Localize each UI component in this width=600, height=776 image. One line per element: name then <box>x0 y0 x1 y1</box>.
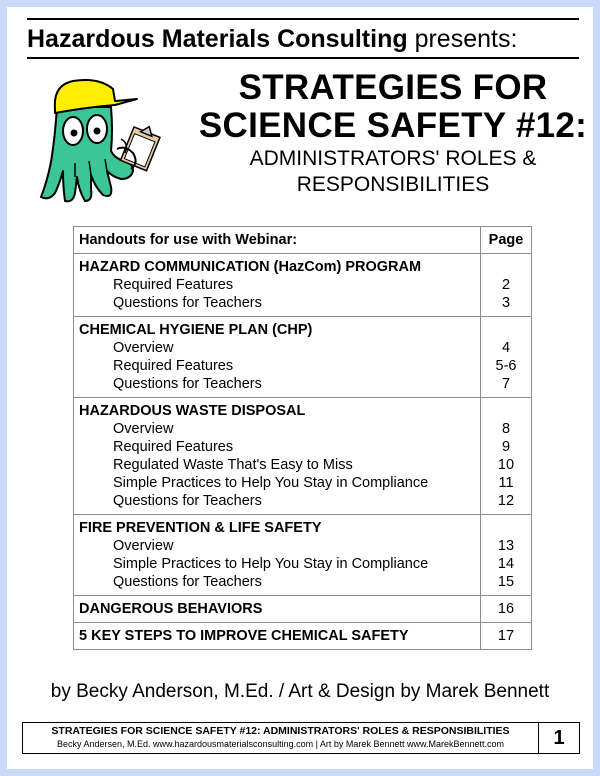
toc-item-page: 10 <box>497 457 515 473</box>
toc-section-row <box>74 398 532 515</box>
toc-section-page <box>483 321 529 339</box>
toc-section-page <box>483 519 529 537</box>
toc-section-row <box>74 515 532 596</box>
toc-item: Questions for Teachers <box>113 376 262 392</box>
presents-text: presents: <box>414 25 518 53</box>
toc-item: Regulated Waste That's Easy to Miss <box>113 457 353 473</box>
title-block <box>197 69 589 197</box>
toc-item: Required Features <box>113 439 234 455</box>
toc-page-cell <box>481 254 532 317</box>
toc-section-cell <box>74 596 481 623</box>
header-rule-bottom <box>27 57 579 59</box>
toc-section-title: FIRE PREVENTION & LIFE SAFETY <box>79 520 322 536</box>
toc-item: Required Features <box>113 358 234 374</box>
toc-item-page: 14 <box>497 556 515 572</box>
page-number: 1 <box>538 723 579 753</box>
toc-page-cell <box>481 623 532 650</box>
toc-section-cell <box>74 398 481 515</box>
toc-page-cell <box>481 398 532 515</box>
toc-section-row <box>74 317 532 398</box>
toc-section-title: DANGEROUS BEHAVIORS <box>79 601 263 617</box>
toc-page-cell <box>481 317 532 398</box>
footer-box <box>22 722 580 754</box>
header-rule-top <box>27 18 579 20</box>
footer-title: STRATEGIES FOR SCIENCE SAFETY #12: ADMINISTRATORS' ROLES & RESPONSIBILITIES <box>51 725 510 737</box>
toc-item-page: 7 <box>501 376 511 392</box>
toc-item: Questions for Teachers <box>113 493 262 509</box>
table-header-row <box>74 227 532 254</box>
handouts-header: Handouts for use with Webinar: <box>74 227 481 254</box>
toc-item-page: 3 <box>501 295 511 311</box>
toc-item: Overview <box>113 421 174 437</box>
toc-item-page: 9 <box>501 439 511 455</box>
toc-section-cell <box>74 623 481 650</box>
toc-item: Simple Practices to Help You Stay in Compliance <box>113 475 429 491</box>
toc-section-title: 5 KEY STEPS TO IMPROVE CHEMICAL SAFETY <box>79 628 409 644</box>
toc-item: Questions for Teachers <box>113 295 262 311</box>
title-line-1: STRATEGIES FOR <box>238 68 548 107</box>
toc-section-cell <box>74 515 481 596</box>
document-page <box>7 7 593 769</box>
toc-item-page: 15 <box>497 574 515 590</box>
page-column-header: Page <box>481 227 532 254</box>
toc-section-page <box>483 402 529 420</box>
subtitle-line-1: ADMINISTRATORS' ROLES & <box>249 147 537 170</box>
toc-section-title: HAZARD COMMUNICATION (HazCom) PROGRAM <box>79 259 422 275</box>
byline: by Becky Anderson, M.Ed. / Art & Design by Marek Bennett <box>50 681 550 702</box>
toc-item-page: 5-6 <box>495 358 517 374</box>
toc-item-page: 12 <box>497 493 515 509</box>
toc-item-page: 2 <box>501 277 511 293</box>
toc-item: Overview <box>113 340 174 356</box>
toc-section-cell <box>74 317 481 398</box>
toc-item: Overview <box>113 538 174 554</box>
toc-section-page: 16 <box>497 601 515 617</box>
title-line-2: SCIENCE SAFETY #12: <box>198 106 588 145</box>
toc-item-page: 8 <box>501 421 511 437</box>
toc-item-page: 11 <box>498 475 514 491</box>
toc-page-cell <box>481 515 532 596</box>
toc-section-page: 17 <box>497 628 515 644</box>
toc-section-title: HAZARDOUS WASTE DISPOSAL <box>79 403 306 419</box>
header-line <box>27 22 587 56</box>
toc-item: Simple Practices to Help You Stay in Compliance <box>113 556 429 572</box>
toc-item: Questions for Teachers <box>113 574 262 590</box>
toc-item: Required Features <box>113 277 234 293</box>
footer-text <box>23 723 538 753</box>
toc-section-page <box>483 258 529 276</box>
octopus-mascot-icon <box>29 67 169 207</box>
toc-item-page: 4 <box>501 340 511 356</box>
handouts-table <box>73 226 532 650</box>
footer-credits: Becky Andersen, M.Ed. www.hazardousmaterialsconsulting.com | Art by Marek Bennett www.MarekBennett.com <box>56 739 505 749</box>
toc-section-row <box>74 254 532 317</box>
toc-section-title: CHEMICAL HYGIENE PLAN (CHP) <box>79 322 313 338</box>
toc-section-row <box>74 623 532 650</box>
toc-page-cell <box>481 596 532 623</box>
brand-name: Hazardous Materials Consulting <box>27 25 408 53</box>
toc-item-page: 13 <box>497 538 515 554</box>
toc-section-row <box>74 596 532 623</box>
toc-section-cell <box>74 254 481 317</box>
subtitle-line-2: RESPONSIBILITIES <box>296 173 490 196</box>
